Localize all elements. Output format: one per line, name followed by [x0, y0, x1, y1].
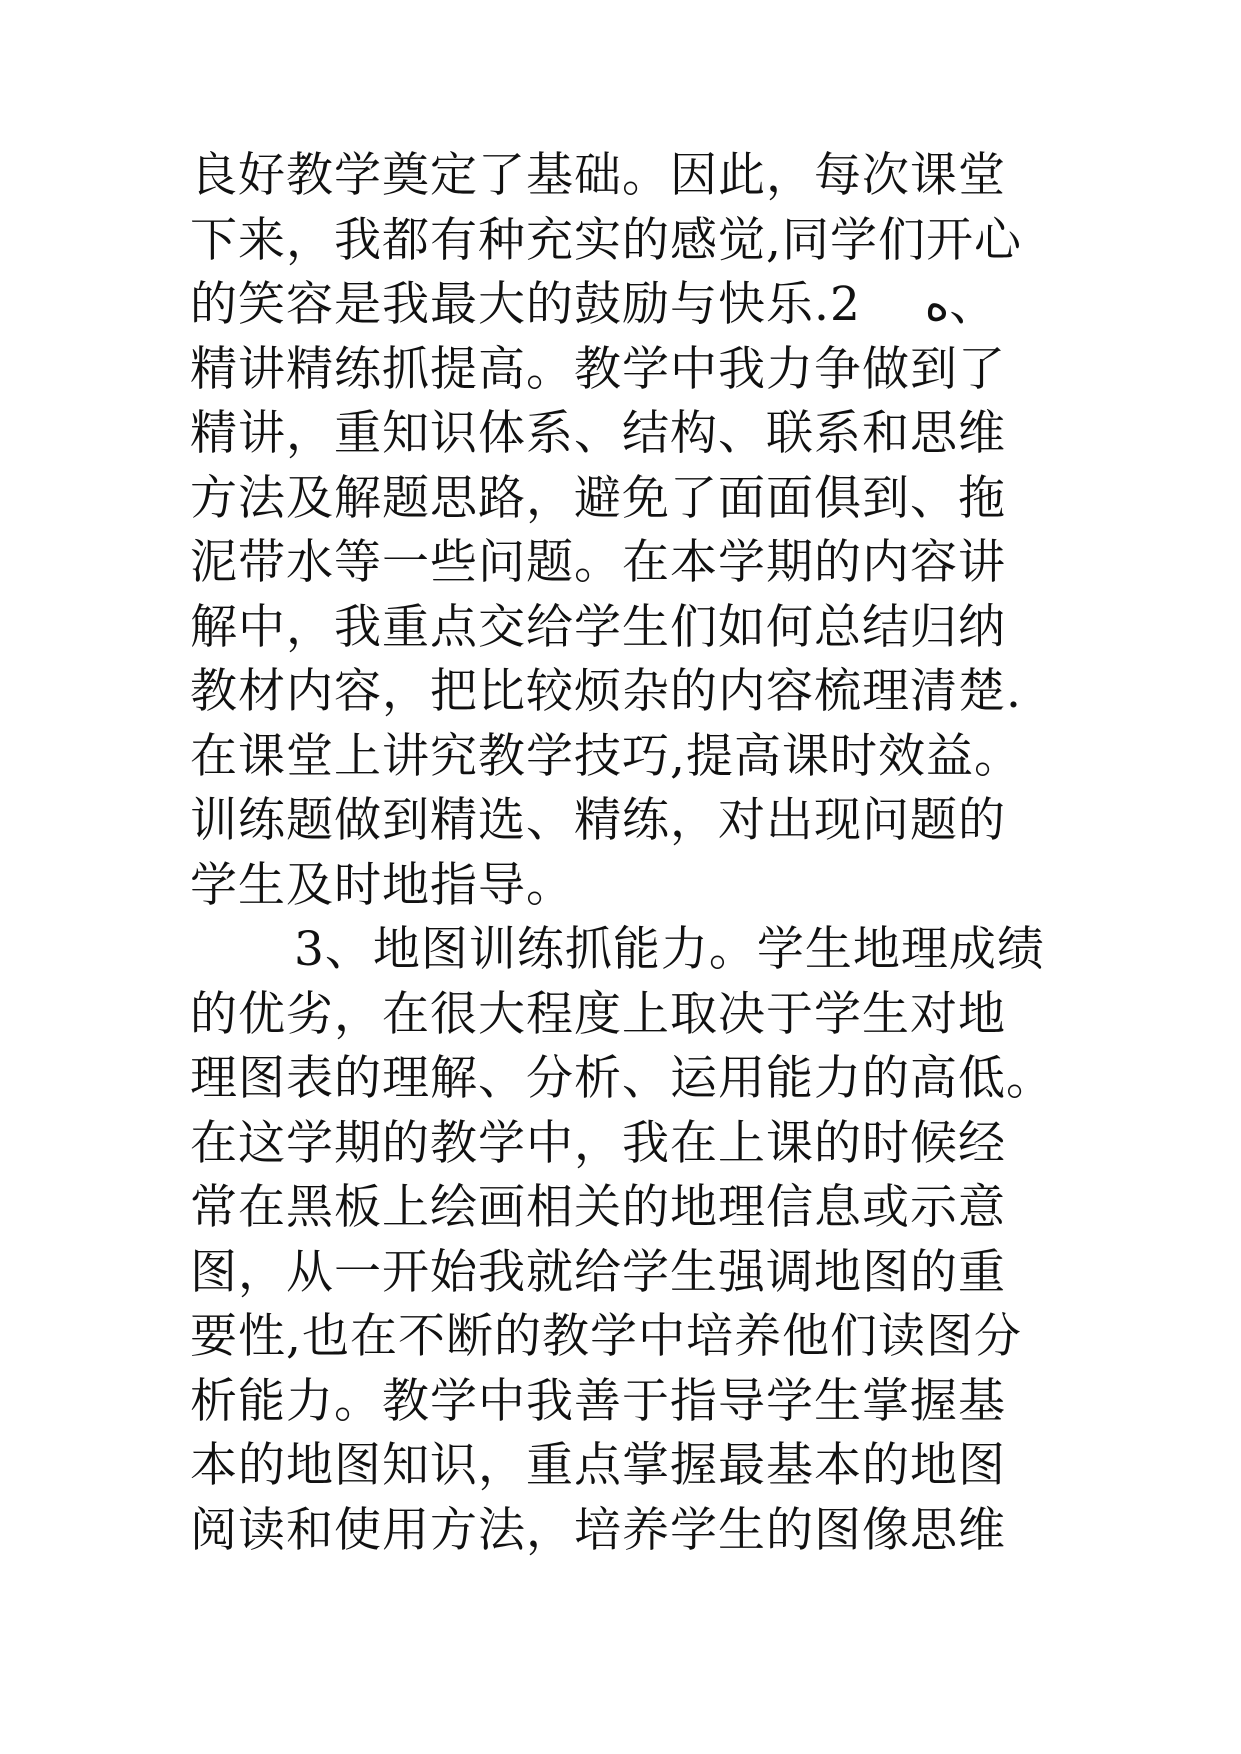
text-line-5: 精讲，重知识体系、结构、联系和思维 [190, 406, 1006, 461]
text-line-20: 析能力。教学中我善于指导学生掌握基 [190, 1373, 1006, 1429]
text-line-14: 的优劣，在很大程度上取决于学生对地 [190, 986, 1006, 1042]
text-line-19: 要性,也在不断的教学中培养他们读图分 [190, 1309, 1022, 1364]
text-line-22: 阅读和使用方法，培养学生的图像思维 [190, 1502, 1006, 1558]
text-line-11: 训练题做到精选、精练，对出现问题的 [190, 793, 1006, 848]
text-line-8: 解中，我重点交给学生们如何总结归纳 [190, 599, 1006, 655]
text-line-18: 图，从一开始我就给学生强调地图的重 [190, 1244, 1006, 1300]
text-line-4: 精讲精练抓提高。教学中我力争做到了 [190, 341, 1006, 397]
text-line-1: 良好教学奠定了基础。因此，每次课堂 [190, 148, 1006, 203]
text-line-12: 学生及时地指导。 [190, 857, 574, 913]
text-line-21: 本的地图知识，重点掌握最基本的地图 [190, 1438, 1006, 1493]
text-line-3: 的笑容是我最大的鼓励与快乐.2 ﻩ、 [190, 277, 998, 332]
text-line-2: 下来，我都有种充实的感觉,同学们开心 [190, 212, 1022, 268]
text-line-9: 教材内容，把比较烦杂的内容梳理清楚. [190, 664, 1022, 719]
text-line-15: 理图表的理解、分析、运用能力的高低。 [190, 1051, 1054, 1106]
body-text [190, 144, 1070, 1563]
text-line-13: 3、地图训练抓能力。学生地理成绩 [294, 922, 1045, 977]
text-line-6: 方法及解题思路，避免了面面俱到、拖 [190, 470, 1006, 526]
text-line-7: 泥带水等一些问题。在本学期的内容讲 [190, 535, 1006, 590]
text-line-17: 常在黑板上绘画相关的地理信息或示意 [190, 1180, 1006, 1235]
text-line-10: 在课堂上讲究教学技巧,提高课时效益。 [190, 728, 1022, 784]
text-line-16: 在这学期的教学中，我在上课的时候经 [190, 1115, 1006, 1171]
